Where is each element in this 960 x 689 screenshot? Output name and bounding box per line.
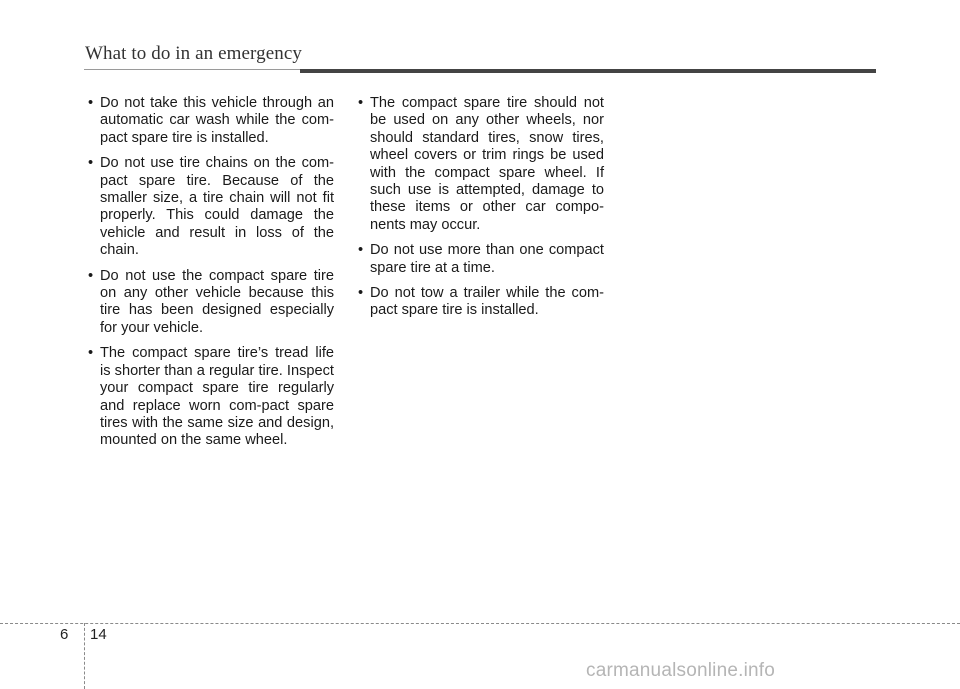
footer-rule xyxy=(0,623,960,624)
header-rule-thick xyxy=(300,69,876,73)
list-item-text: Do not use more than one compact spare tire at a time. xyxy=(370,242,604,276)
page-number: 14 xyxy=(90,626,107,643)
list-item xyxy=(88,345,334,449)
left-column xyxy=(88,95,334,458)
list-item xyxy=(358,285,604,320)
list-item-text: Do not use tire chains on the com-pact spare tire. Because of the smaller size, a tire chain will not fit properly. This could damage the vehicle and result in loss of the chain. xyxy=(100,155,334,259)
list-item xyxy=(88,155,334,259)
right-column xyxy=(358,95,604,328)
bullet-icon: • xyxy=(358,95,364,111)
list-item xyxy=(358,242,604,277)
bullet-icon: • xyxy=(88,267,94,284)
bullet-icon: • xyxy=(88,95,94,111)
list-item xyxy=(88,268,334,338)
list-item-text: Do not tow a trailer while the com-pact spare tire is installed. xyxy=(370,285,604,319)
list-item-text: Do not take this vehicle through an automatic car wash while the com-pact spare tire is installed. xyxy=(100,95,334,146)
bullet-icon: • xyxy=(88,155,94,172)
list-item xyxy=(358,95,604,234)
bullet-icon: • xyxy=(358,285,364,302)
page-header xyxy=(0,0,960,80)
bullet-icon: • xyxy=(358,242,364,259)
bullet-icon: • xyxy=(88,345,94,362)
list-item-text: The compact spare tire should not be used on any other wheels, nor should standard tires, snow tires, wheel covers or trim rings be used with the compact spare wheel. If such use is attempted, damage to these items or other car compo-nents may occur. xyxy=(370,95,604,233)
section-title: What to do in an emergency xyxy=(85,43,302,64)
left-bullet-list xyxy=(88,95,334,450)
chapter-number: 6 xyxy=(60,626,69,643)
list-item-text: Do not use the compact spare tire on any other vehicle because this tire has been designed especially for your vehicle. xyxy=(100,267,334,336)
footer-divider xyxy=(84,623,85,689)
watermark: carmanualsonline.info xyxy=(586,660,776,681)
right-bullet-list xyxy=(358,95,604,320)
list-item xyxy=(88,95,334,147)
list-item-text: The compact spare tire’s tread life is shorter than a regular tire. Inspect your compact spare tire regularly and replace worn com-pact spare tires with the same size and design, mounted on the same wheel. xyxy=(100,345,334,449)
